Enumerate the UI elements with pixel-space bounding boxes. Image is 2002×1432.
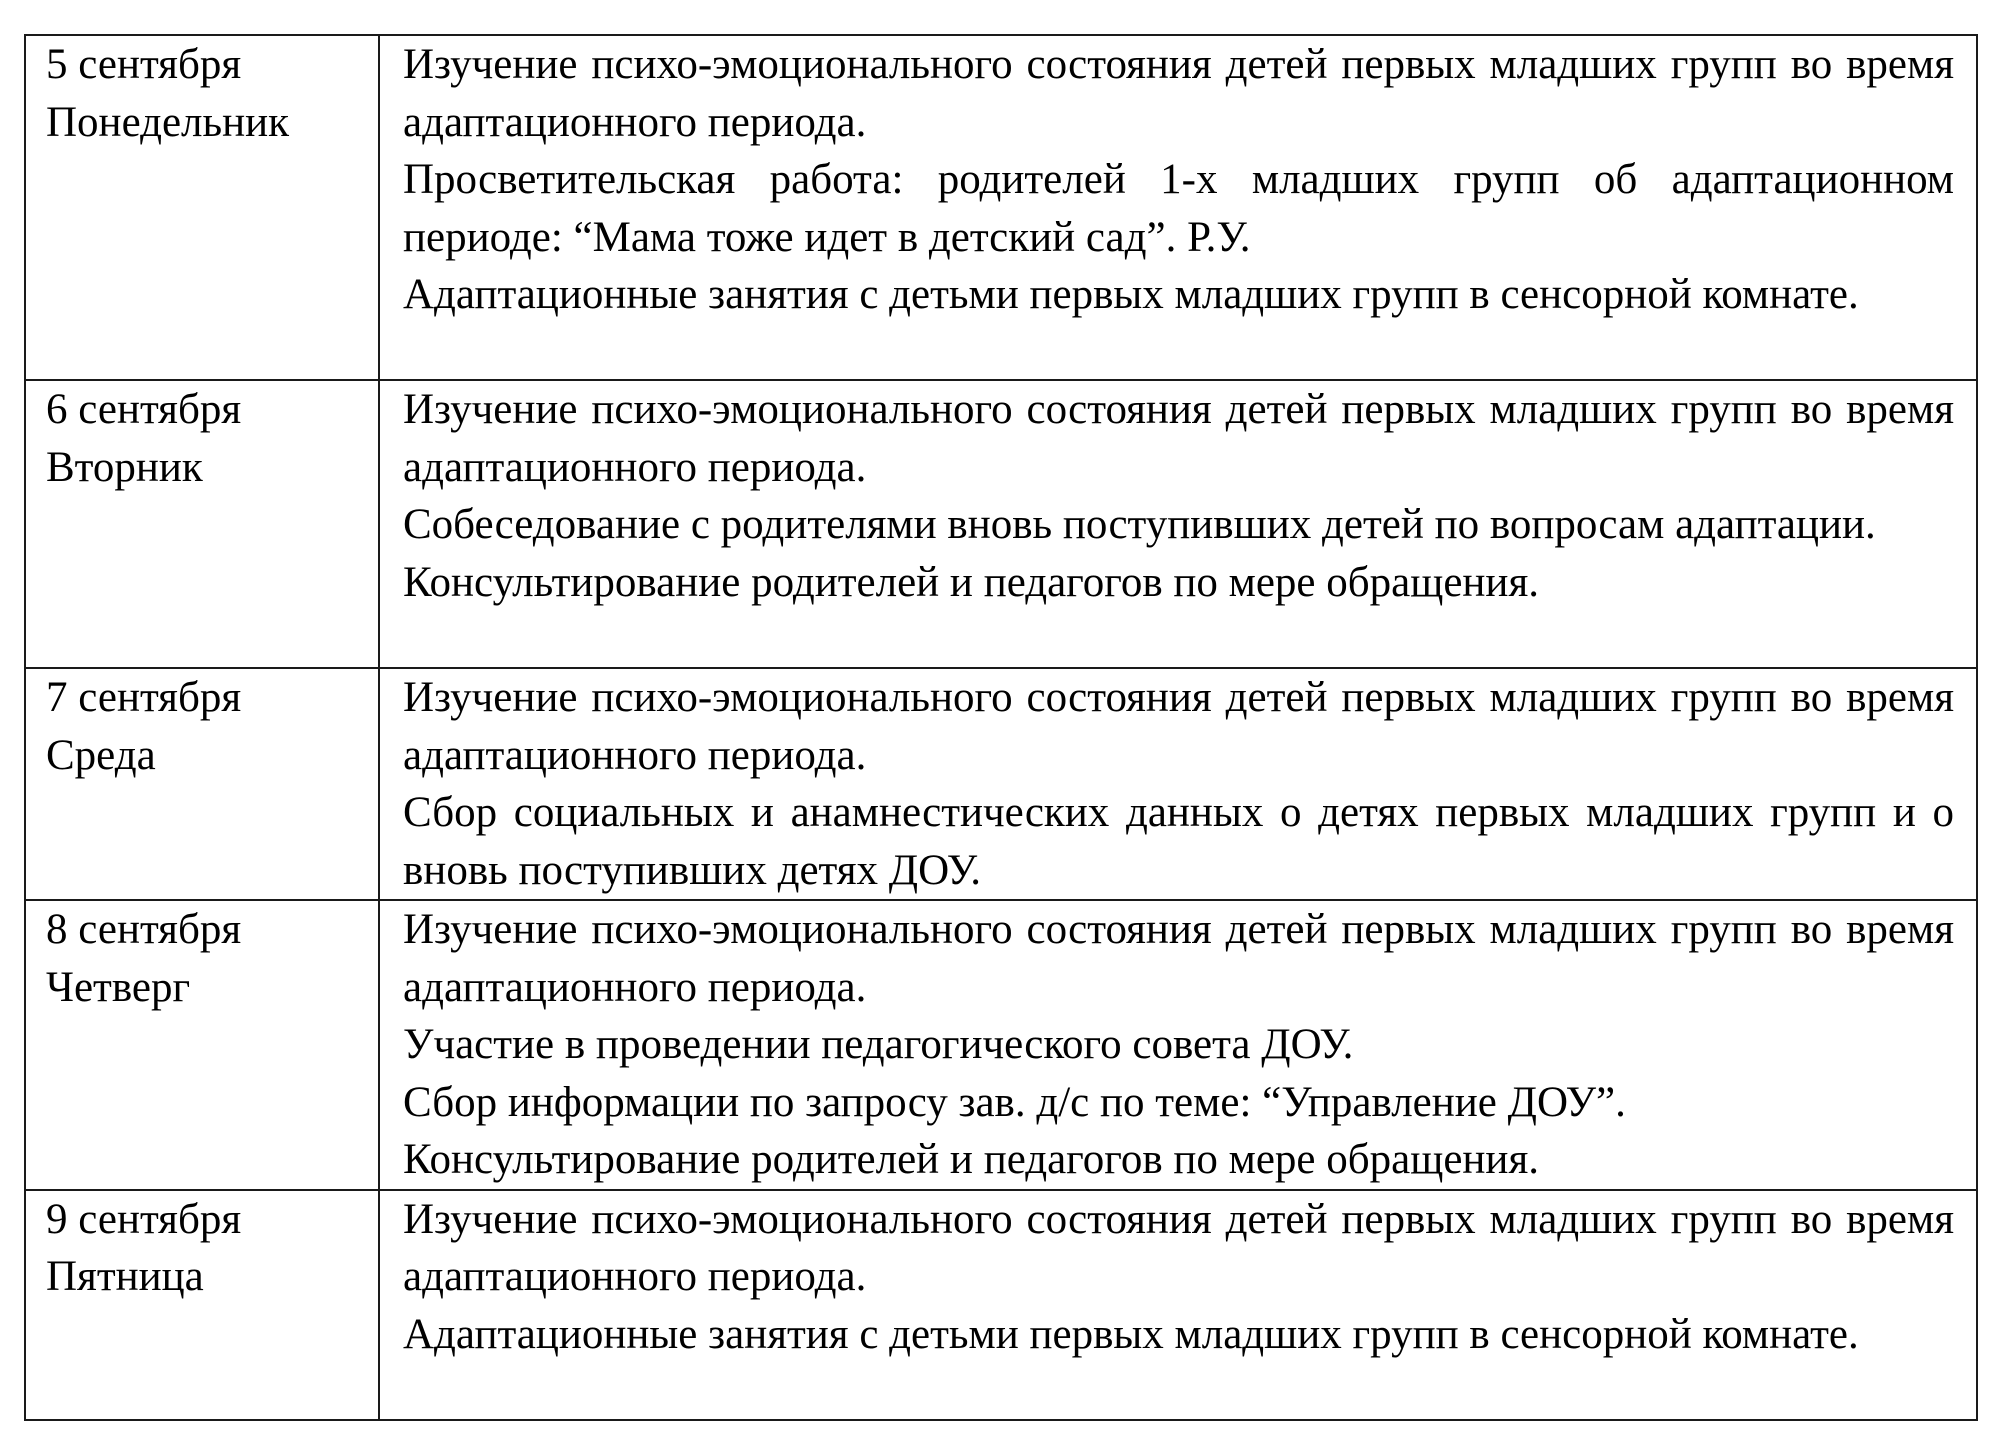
tasks-cell bbox=[379, 900, 1977, 1190]
table-row bbox=[25, 668, 1977, 900]
day-cell bbox=[25, 1190, 379, 1420]
tasks-cell bbox=[379, 380, 1977, 668]
day-date: 7 сентября bbox=[46, 674, 242, 721]
table-row bbox=[25, 1190, 1977, 1420]
day-weekday: Понедельник bbox=[46, 98, 290, 146]
day-weekday: Среда bbox=[46, 731, 156, 779]
day-weekday: Пятница bbox=[46, 1253, 204, 1300]
task-item: Адаптационные занятия с детьми первых младших групп в сенсорной комнате. bbox=[403, 271, 1859, 318]
day-cell bbox=[25, 380, 379, 668]
table-row bbox=[25, 380, 1977, 668]
task-item: Участие в проведении педагогического совета ДОУ. bbox=[403, 1021, 1354, 1068]
task-item: Консультирование родителей и педагогов по мере обращения. bbox=[403, 558, 1539, 606]
day-date: 5 сентября bbox=[46, 41, 242, 88]
task-item: Консультирование родителей и педагогов по мере обращения. bbox=[403, 1136, 1539, 1183]
table-row bbox=[25, 900, 1977, 1190]
task-item: Изучение психо-эмоционального состояния детей первых младших групп во время адаптационного периода. bbox=[403, 674, 1954, 779]
task-item: Собеседование с родителями вновь поступивших детей по вопросам адаптации. bbox=[403, 501, 1876, 548]
task-item: Изучение психо-эмоционального состояния детей первых младших групп во время адаптационного периода. bbox=[403, 1195, 1954, 1300]
day-cell bbox=[25, 900, 379, 1190]
day-date: 8 сентября bbox=[46, 906, 242, 953]
day-weekday: Четверг bbox=[46, 963, 191, 1011]
day-date: 9 сентября bbox=[46, 1195, 242, 1243]
task-item: Сбор социальных и анамнестических данных о детях первых младших групп и о вновь поступивших детях ДОУ. bbox=[403, 789, 1954, 894]
task-item: Изучение психо-эмоционального состояния детей первых младших групп во время адаптационного периода. bbox=[403, 906, 1954, 1011]
task-item: Адаптационные занятия с детьми первых младших групп в сенсорной комнате. bbox=[403, 1310, 1859, 1358]
tasks-cell bbox=[379, 35, 1977, 380]
task-item: Просветительская работа: родителей 1-х младших групп об адаптационном периоде: “Мама тоже идет в детский сад”. Р.У. bbox=[403, 156, 1954, 261]
task-item: Изучение психо-эмоционального состояния детей первых младших групп во время адаптационного периода. bbox=[403, 386, 1954, 491]
tasks-cell bbox=[379, 668, 1977, 900]
schedule-table bbox=[24, 34, 1978, 1421]
day-cell bbox=[25, 35, 379, 380]
task-item: Изучение психо-эмоционального состояния детей первых младших групп во время адаптационного периода. bbox=[403, 41, 1954, 146]
day-date: 6 сентября bbox=[46, 386, 242, 433]
day-cell bbox=[25, 668, 379, 900]
day-weekday: Вторник bbox=[46, 443, 203, 491]
task-item: Сбор информации по запросу зав. д/с по теме: “Управление ДОУ”. bbox=[403, 1078, 1626, 1126]
tasks-cell bbox=[379, 1190, 1977, 1420]
table-row bbox=[25, 35, 1977, 380]
